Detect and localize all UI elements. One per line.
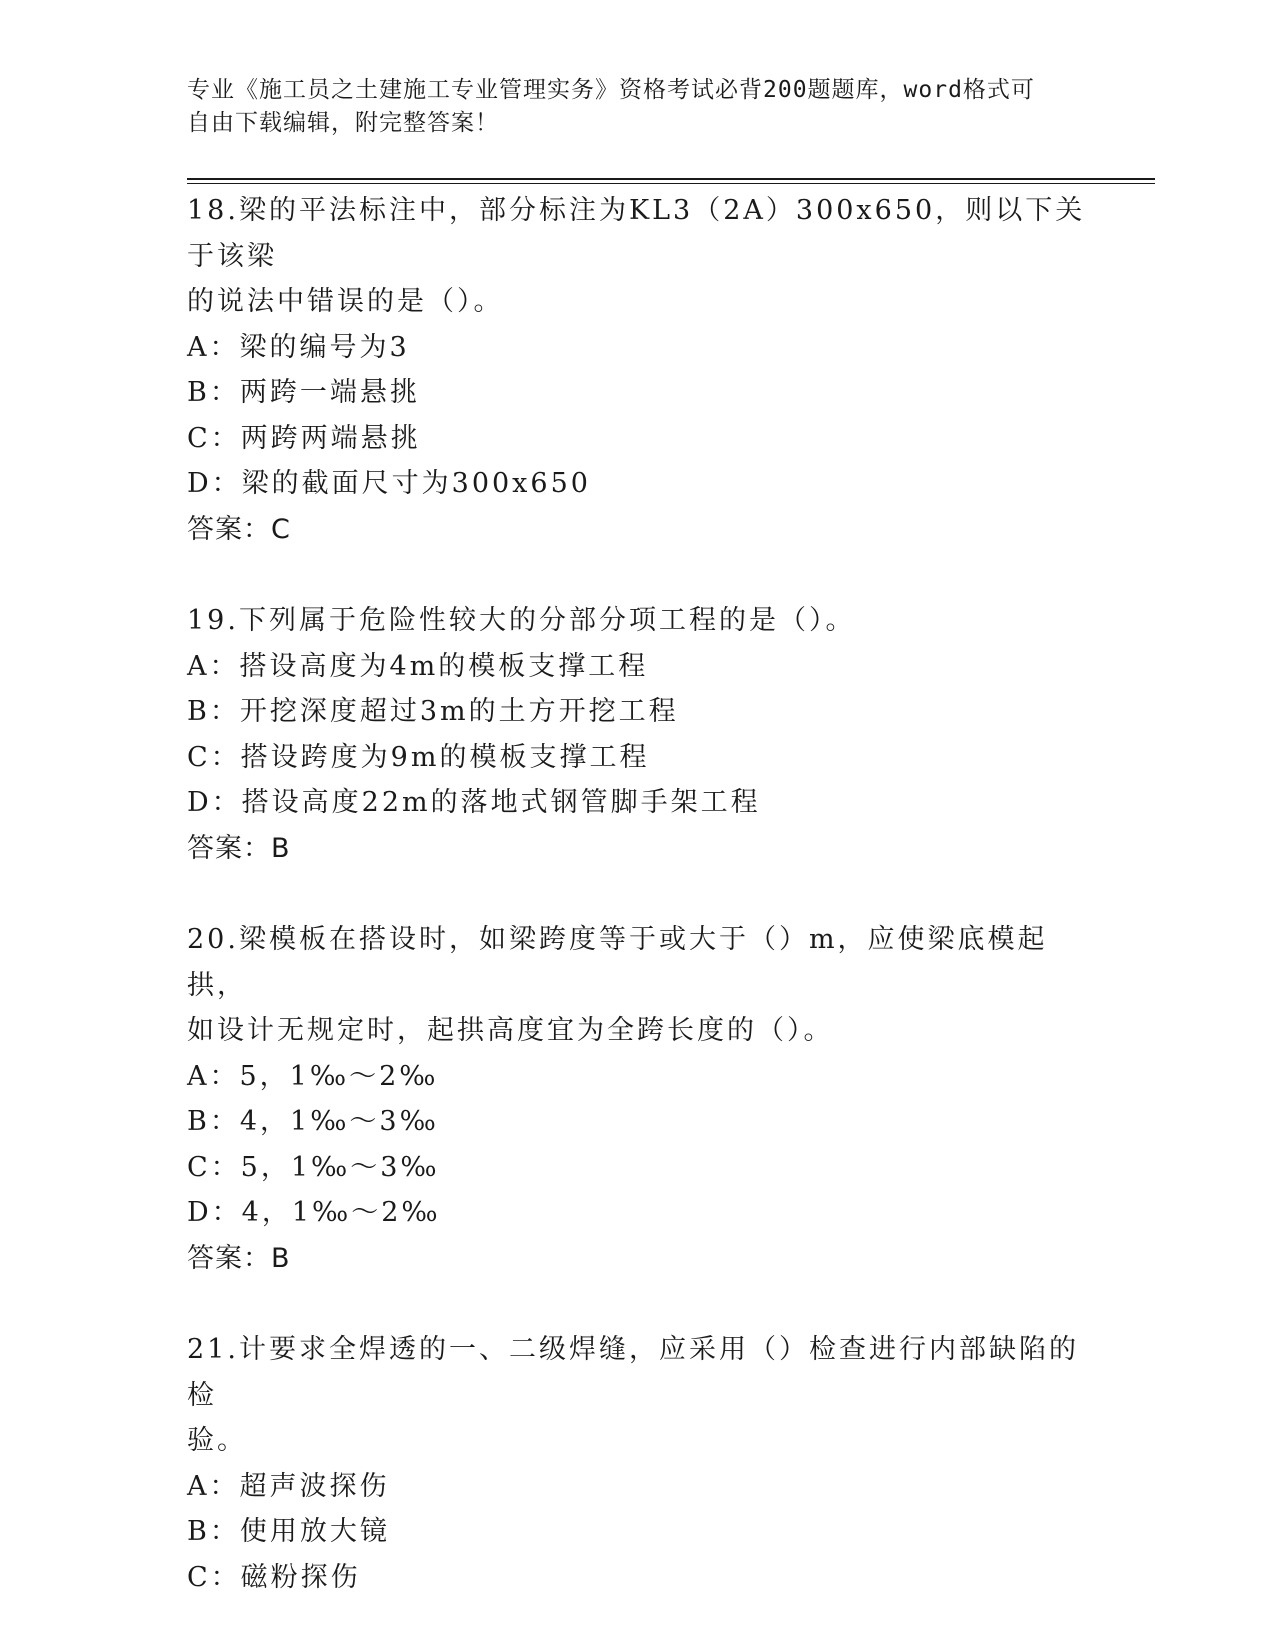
question-list [187, 188, 1087, 1646]
option-d: D：搭设高度22m的落地式钢管脚手架工程 [187, 787, 761, 818]
header-divider-thin [187, 183, 1155, 184]
header-divider-thick [187, 178, 1155, 180]
answer-line: 答案：C [187, 513, 291, 545]
option-c: C：5，1‰～3‰ [187, 1151, 440, 1183]
question-stem-line: 的说法中错误的是（）。 [187, 286, 504, 317]
option-b: B：使用放大镜 [187, 1516, 390, 1547]
option-d: D：梁的截面尺寸为300x650 [187, 468, 591, 499]
option-b: B：4，1‰～3‰ [187, 1106, 439, 1137]
question-18 [187, 188, 1087, 552]
question-stem-line: 如设计无规定时，起拱高度宜为全跨长度的（）。 [187, 1015, 834, 1046]
question-19 [187, 598, 1087, 871]
header-line-1: 专业《施工员之土建施工专业管理实务》资格考试必背200题题库，word格式可 [187, 77, 1035, 103]
option-a: A：梁的编号为3 [187, 331, 410, 363]
answer-line: 答案：B [187, 1242, 291, 1274]
option-a: A：搭设高度为4m的模板支撑工程 [187, 650, 649, 682]
option-c: C：磁粉探伤 [187, 1561, 361, 1593]
question-20 [187, 917, 1087, 1281]
document-header [187, 74, 1067, 140]
option-c: C：两跨两端悬挑 [187, 422, 421, 454]
option-c: C：搭设跨度为9m的模板支撑工程 [187, 741, 650, 773]
option-a: A：超声波探伤 [187, 1470, 390, 1502]
question-stem-line: 验。 [187, 1425, 247, 1456]
option-b: B：两跨一端悬挑 [187, 377, 420, 408]
option-d: D：4，1‰～2‰ [187, 1197, 441, 1228]
answer-line: 答案：B [187, 832, 291, 864]
question-stem-line: 18.梁的平法标注中，部分标注为KL3（2A）300x650，则以下关于该梁 [187, 195, 1086, 272]
header-line-2: 自由下载编辑，附完整答案！ [187, 110, 499, 136]
option-a: A：5，1‰～2‰ [187, 1060, 439, 1092]
option-b: B：开挖深度超过3m的土方开挖工程 [187, 696, 679, 727]
question-stem-line: 21.计要求全焊透的一、二级焊缝，应采用（）检查进行内部缺陷的检 [187, 1334, 1079, 1411]
question-21 [187, 1327, 1087, 1600]
question-stem-line: 19.下列属于危险性较大的分部分项工程的是（）。 [187, 605, 856, 636]
question-stem-line: 20.梁模板在搭设时，如梁跨度等于或大于（）m，应使梁底模起拱， [187, 924, 1048, 1001]
